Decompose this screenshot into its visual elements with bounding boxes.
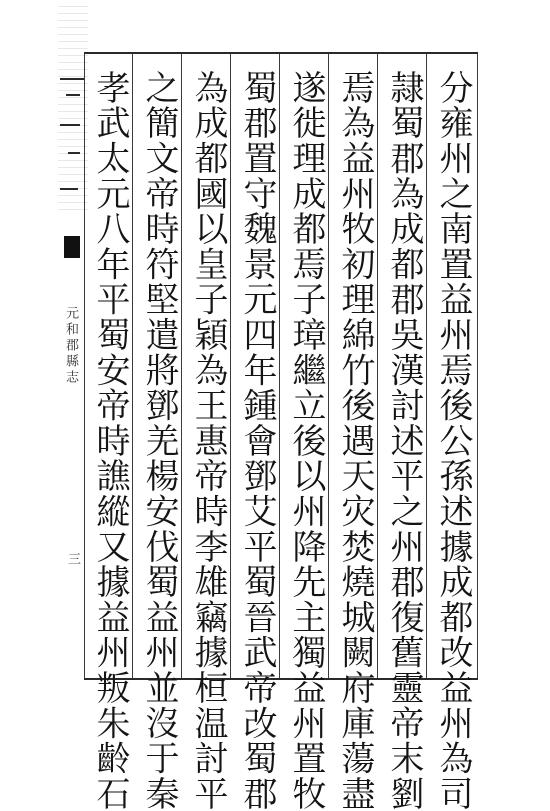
text-column-4: 遂徙理成都焉子璋繼立後以州降先主獨益州置牧 (286, 70, 326, 811)
text-column-3: 焉為益州牧初理綿竹後遇天灾焚燒城闕府庫蕩盡 (335, 70, 375, 811)
margin-page-number: 三 (65, 552, 80, 565)
text-column-5: 蜀郡置守魏景元四年鍾會鄧艾平蜀晉武帝改蜀郡 (237, 70, 277, 811)
margin-book-title: 元和郡縣志 (63, 306, 78, 386)
text-column-2: 隷蜀郡為成都郡吳漢討述平之州郡復舊靈帝末劉 (384, 70, 424, 811)
edge-ink-marks (60, 58, 84, 218)
text-column-1: 分雍州之南置益州焉後公孫述據成都改益州為司 (433, 70, 473, 811)
text-column-6: 為成都國以皇子穎為王惠帝時李雄竊據桓温討平 (188, 70, 228, 811)
fishtail-mark (64, 236, 80, 258)
text-column-7: 之簡文帝時符堅遣將鄧羌楊安伐蜀益州並沒于秦 (139, 70, 179, 811)
text-column-8: 孝武太元八年平蜀安帝時譙縱又據益州叛朱齡石 (90, 70, 130, 811)
